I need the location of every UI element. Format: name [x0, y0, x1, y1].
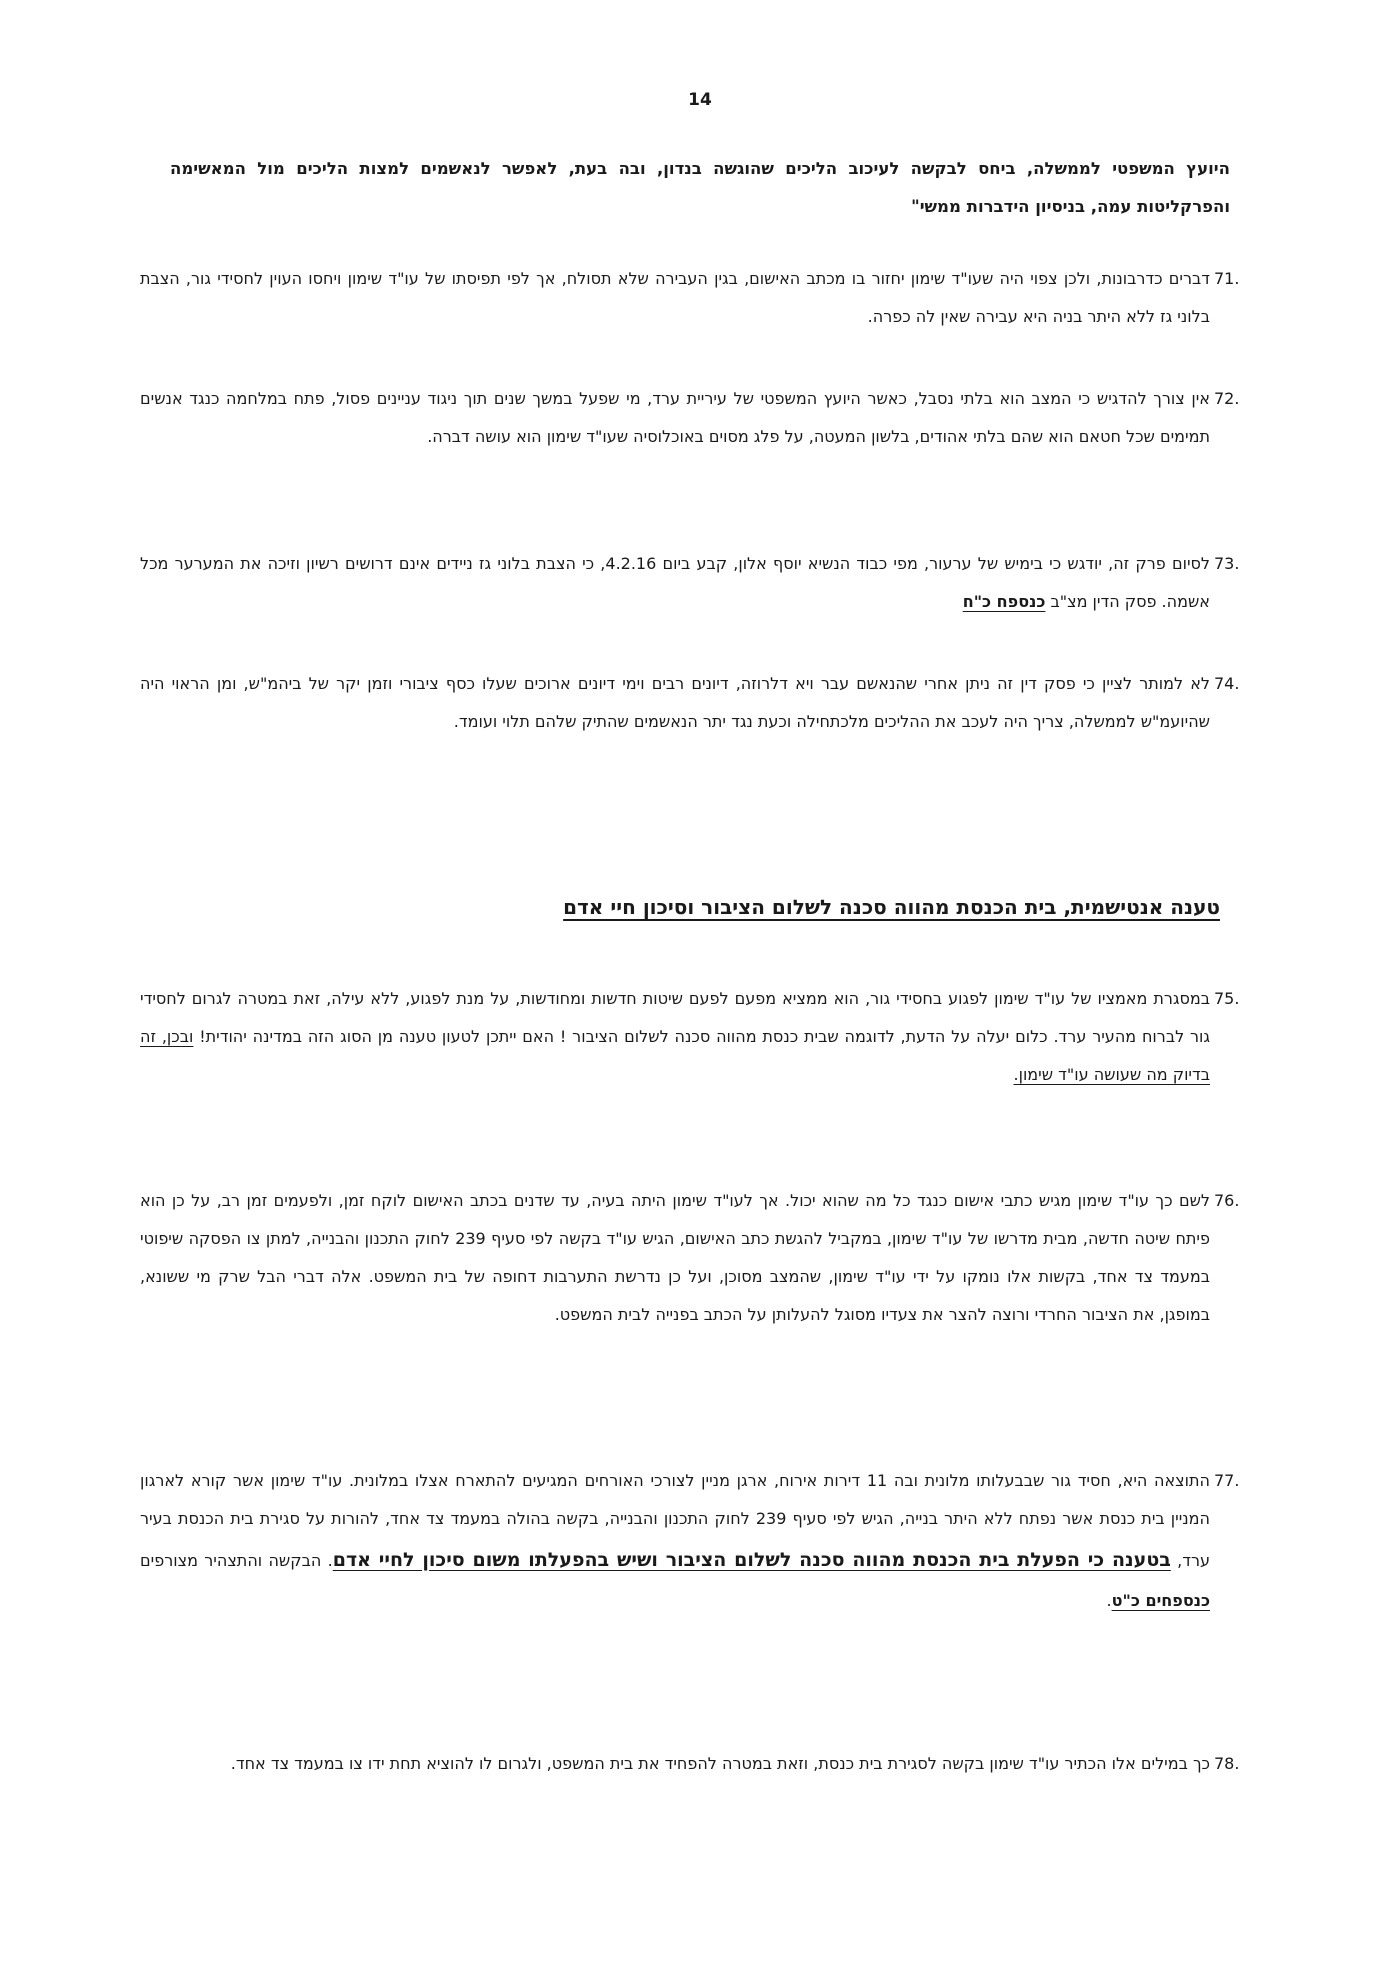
paragraph-text: התוצאה היא, חסיד גור שבבעלותו מלונית ובה 11 דירות אירוח, ארגן מניין לצורכי האורחים המגיעים להתארח אצלו במלונית. עו"ד שימון אשר קורא לארגון המניין בית כנסת אשר נפתח ללא היתר בנייה, הגיש לפי סעיף 239 לחוק התכנון והבנייה, בקשה בהולה במעמד צד אחד, להורות על סגירת בית הכנסת בעיר ערד, בטענה כי הפעלת בית הכנסת מהווה סכנה לשלום הציבור ושיש בהפעלתו משום סיכון לחיי אדם. הבקשה והתצהיר מצורפים כנספחים כ"ט.: [140, 1471, 1211, 1610]
paragraph-text: [140, 980, 1210, 1094]
paragraph-text: אין צורך להדגיש כי המצב הוא בלתי נסבל, כאשר היועץ המשפטי של עיריית ערד, מי שפעל במשך שנים תוך ניגוד עניינים פסול, פתח במלחמה כנגד אנשים תמימים שכל חטאם הוא שהם בלתי אהודים, בלשון המעטה, על פלג מסוים באוכלוסיה שעו"ד שימון הוא עושה דברה.: [140, 389, 1210, 446]
paragraph-number: 74.: [1214, 674, 1240, 693]
paragraph-number: 73.: [1214, 554, 1240, 573]
paragraph-text-part: לסיום פרק זה, יודגש כי בימיש של ערעור, מפי כבוד הנשיא יוסף אלון, קבע ביום 4.2.16, כי הצבת בלוני גז ניידים אינם דרושים רשיון וזיכה את המערער מכל אשמה. פסק הדין מצ"ב: [140, 554, 1210, 611]
paragraph-text: לשם כך עו"ד שימון מגיש כתבי אישום כנגד כל מה שהוא יכול. אך לעו"ד שימון היתה בעיה, עד שדנים בכתב האישום לוקח זמן, ולפעמים זמן רב, על כן הוא פיתח שיטה חדשה, מבית מדרשו של עו"ד שימון, במקביל להגשת כתב האישום, הגיש עו"ד בקשה לפי סעיף 239 לחוק התכנון והבנייה, למתן צו הפסקה שיפוטי במעמד צד אחד, בקשות אלו נומקו על ידי עו"ד שימון, שהמצב מסוכן, ועל כן נדרשת התערבות דחופה של בית המשפט. אלה דברי הבל שרק מי ששונא, במופגן, את הציבור החרדי ורוצה להצר את צעדיו מסוגל להעלותן על הכתב בפנייה לבית המשפט.: [140, 1191, 1210, 1324]
paragraph-74: [140, 665, 1260, 741]
paragraph-number: 78.: [1214, 1754, 1240, 1773]
paragraph-77: [140, 1462, 1260, 1620]
paragraph-72: [140, 380, 1260, 456]
paragraph-number: 72.: [1214, 389, 1240, 408]
underlined-statement: ובכן, זה בדיוק מה שעושה עו"ד שימון.: [140, 1027, 1210, 1084]
paragraph-text: דברים כדרבונות, ולכן צפוי היה שעו"ד שימון יחזור בו מכתב האישום, בגין העבירה שלא תסולח, אך לפי תפיסתו של עו"ד שימון ויחסו העוין לחסידי גור, הצבת בלוני גז ללא היתר בניה היא עבירה שאין לה כפרה.: [140, 269, 1210, 326]
paragraph-number: 76.: [1214, 1191, 1240, 1210]
appendix-reference: כנספחים כ"ט: [1111, 1591, 1210, 1610]
page-number: 14: [688, 90, 712, 110]
paragraph-text-part: במסגרת מאמציו של עו"ד שימון לפגוע בחסידי גור, הוא ממציא מפעם לפעם שיטות חדשות ומחודשות, על מנת לפגוע, ללא עילה, זאת במטרה לגרום לחסידי גור לברוח מהעיר ערד. כלום יעלה על הדעת, לדוגמה שבית כנסת מהווה סכנה לשלום הציבור ! האם ייתכן לטעון טענה מן הסוג הזה במדינה יהודית!: [140, 989, 1210, 1046]
intro-quote: היועץ המשפטי לממשלה, ביחס לבקשה לעיכוב הליכים שהוגשה בנדון, ובה בעת, לאפשר לנאשמים למצות הליכים מול המאשימה והפרקליטות עמה, בניסיון הידברות ממשי": [170, 159, 1230, 216]
section-heading: טענה אנטישמית, בית הכנסת מהווה סכנה לשלום הציבור וסיכון חיי אדם: [563, 895, 1220, 919]
appendix-reference: כנספח כ"ח: [962, 592, 1046, 611]
paragraph-number: 75.: [1214, 989, 1240, 1008]
paragraph-text-part: . הבקשה והתצהיר מצורפים: [140, 1551, 333, 1570]
paragraph-75: [140, 980, 1260, 1094]
paragraph-text: [140, 545, 1210, 621]
paragraph-text-part: התוצאה היא, חסיד גור שבבעלותו מלונית ובה 11 דירות אירוח, ארגן מניין לצורכי האורחים המגיעים להתארח אצלו במלונית. עו"ד שימון אשר קורא לארגון המניין בית כנסת אשר נפתח ללא היתר בנייה, הגיש לפי סעיף 239 לחוק התכנון והבנייה, בקשה בהולה במעמד צד אחד, להורות על סגירת בית הכנסת בעיר ערד,: [140, 1471, 1211, 1570]
paragraph-text: כך במילים אלו הכתיר עו"ד שימון בקשה לסגירת בית כנסת, וזאת במטרה להפחיד את בית המשפט, ולגרום לו להוציא תחת ידו צו במעמד צד אחד.: [230, 1754, 1210, 1773]
paragraph-73: [140, 545, 1260, 621]
paragraph-78: [140, 1745, 1260, 1783]
paragraph-text: לא למותר לציין כי פסק דין זה ניתן אחרי שהנאשם עבר ויא דלרוזה, דיונים רבים וימי דיונים ארוכים שעלו כסף ציבורי וזמן יקר של ביהמ"ש, ומן הראוי היה שהיועמ"ש לממשלה, צריך היה לעכב את ההליכים מלכתחילה וכעת נגד יתר הנאשמים שהתיק שלהם תלוי ועומד.: [140, 674, 1210, 731]
paragraph-number: 77.: [1214, 1471, 1240, 1490]
paragraph-71: [140, 260, 1260, 336]
claim-quote: בטענה כי הפעלת בית הכנסת מהווה סכנה לשלום הציבור ושיש בהפעלתו משום סיכון לחיי אדם: [332, 1549, 1171, 1571]
paragraph-number: 71.: [1214, 269, 1240, 288]
paragraph-76: [140, 1182, 1260, 1334]
